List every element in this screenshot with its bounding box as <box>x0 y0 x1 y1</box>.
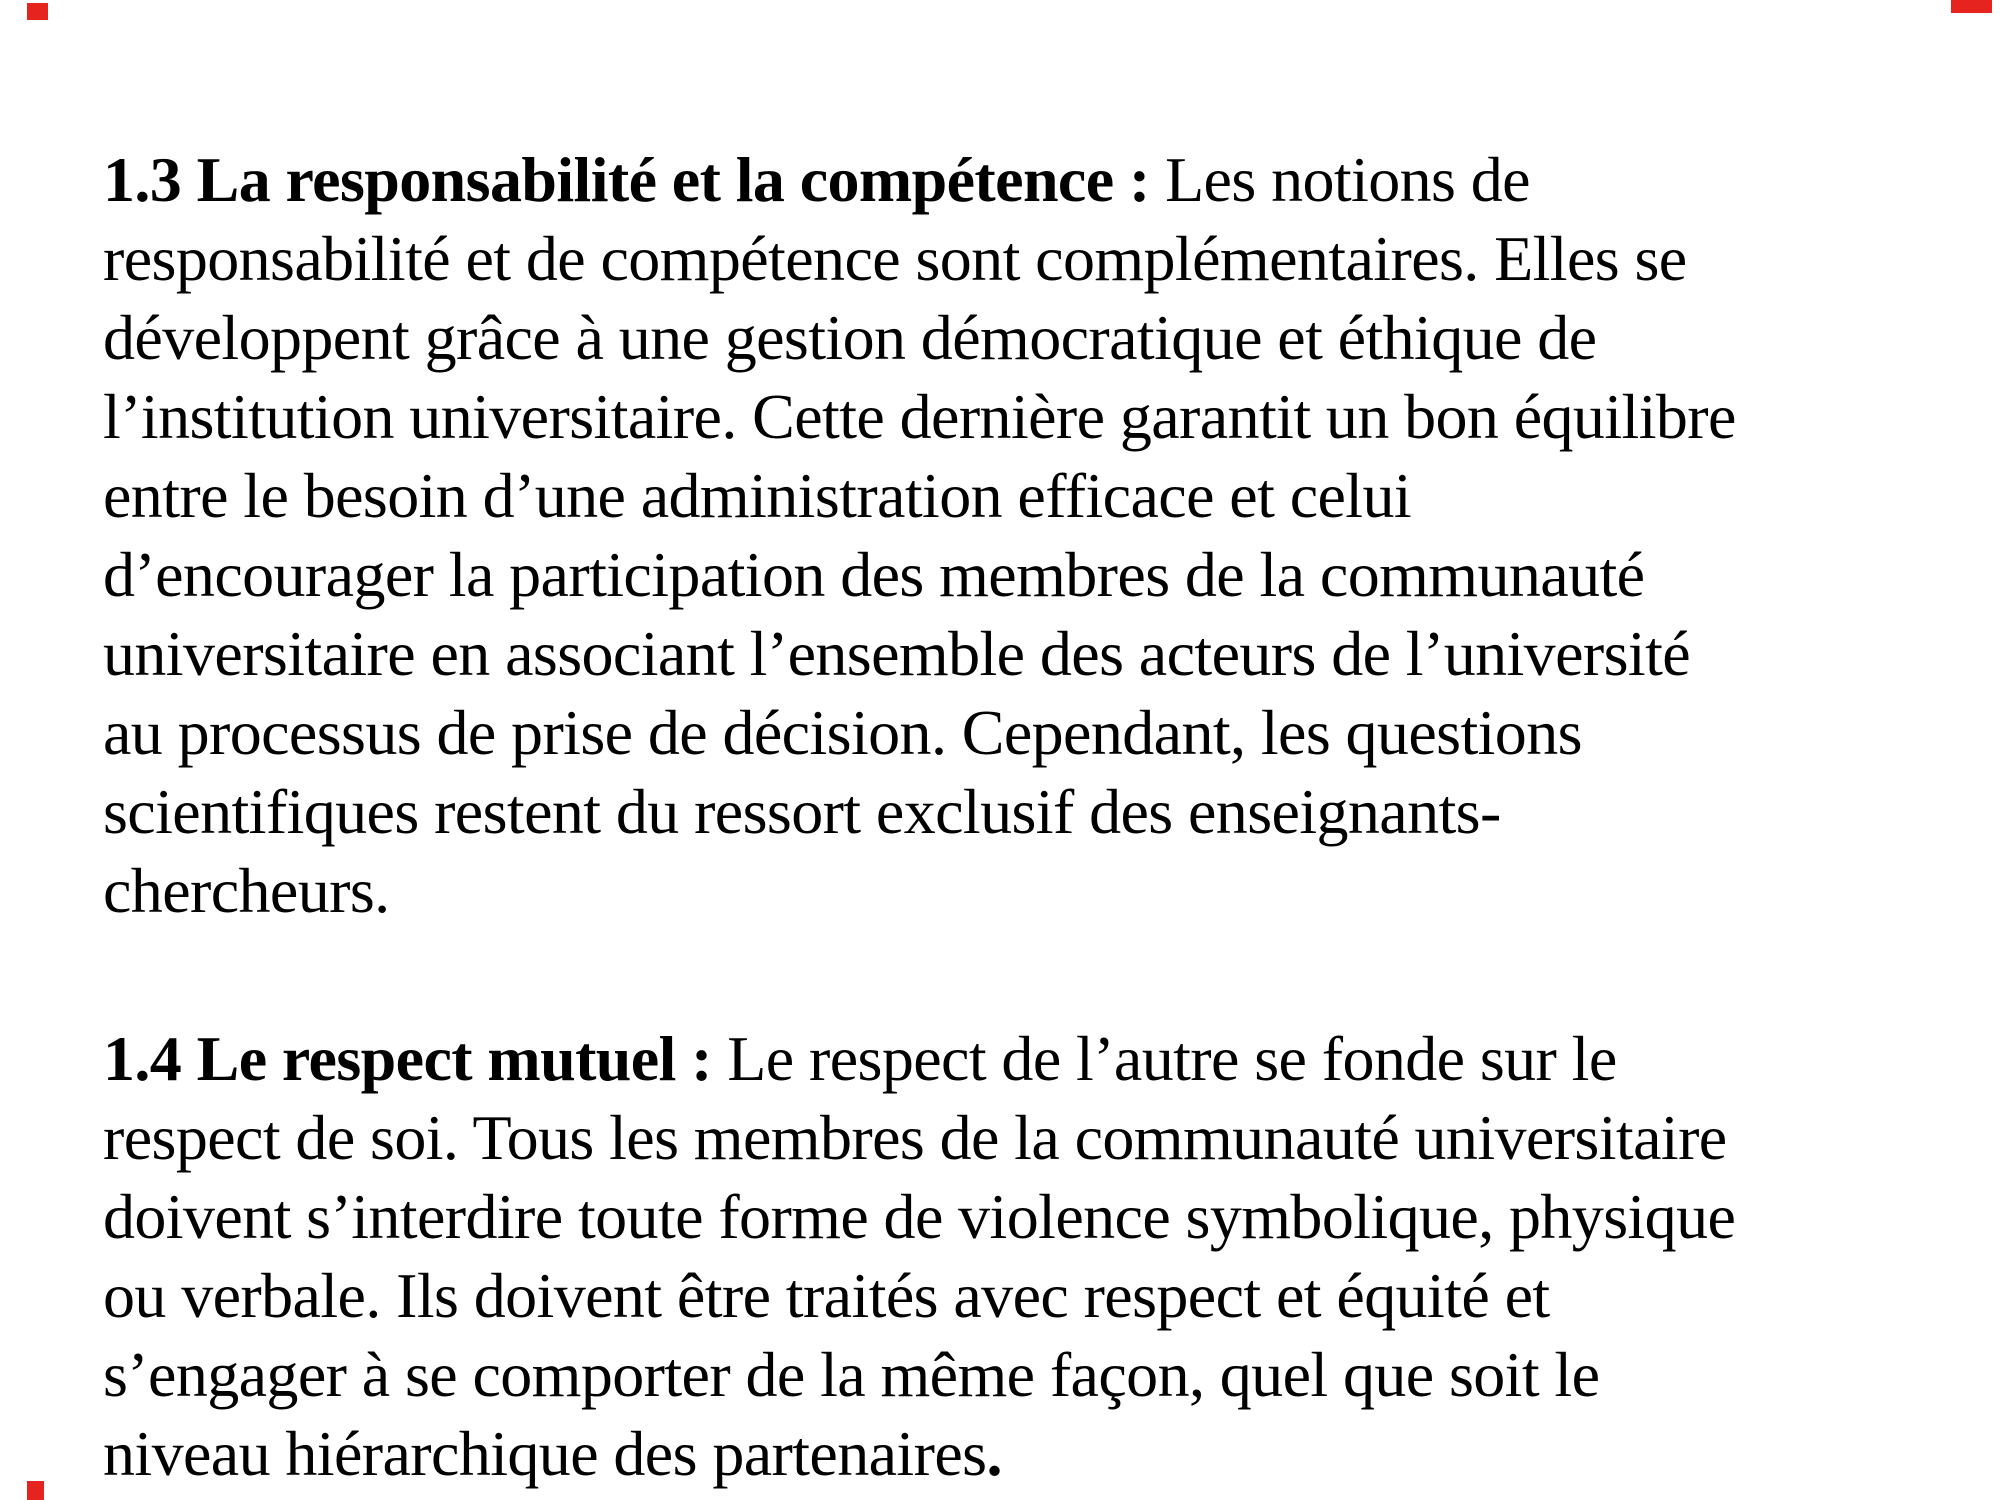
bold-suffix-run: . <box>986 1418 1002 1489</box>
body-text-run: niveau hiérarchique des partenaires <box>103 1418 987 1489</box>
text-line <box>103 219 1913 298</box>
body-text-run: d’encourager la participation des membres de la communauté <box>103 539 1645 610</box>
body-text-run: doivent s’interdire toute forme de violence symbolique, physique <box>103 1181 1736 1252</box>
text-line <box>103 1019 1913 1098</box>
text-line <box>103 1335 1913 1414</box>
text-line <box>103 1256 1913 1335</box>
body-text-run: Le respect de l’autre se fonde sur le <box>727 1023 1617 1094</box>
body-text-run: Les notions de <box>1165 144 1530 215</box>
body-text-run: développent grâce à une gestion démocratique et éthique de <box>103 302 1597 373</box>
body-text-run: scientifiques restent du ressort exclusif des enseignants- <box>103 776 1501 847</box>
body-text-run: responsabilité et de compétence sont complémentaires. Elles se <box>103 223 1687 294</box>
text-line <box>103 851 1913 930</box>
section-heading-run: 1.3 La responsabilité et la compétence : <box>103 144 1166 215</box>
text-line <box>103 1414 1913 1493</box>
text-line <box>103 614 1913 693</box>
text-line <box>103 1098 1913 1177</box>
text-line <box>103 456 1913 535</box>
paragraph-1.3 <box>103 140 1913 930</box>
body-text-run: ou verbale. Ils doivent être traités avec respect et équité et <box>103 1260 1550 1331</box>
body-text-run: entre le besoin d’une administration efficace et celui <box>103 460 1412 531</box>
body-text-run: respect de soi. Tous les membres de la communauté universitaire <box>103 1102 1727 1173</box>
red-corner-mark-top-right <box>1951 0 1992 13</box>
body-text-run: au processus de prise de décision. Cependant, les questions <box>103 697 1582 768</box>
body-text-run: universitaire en associant l’ensemble des acteurs de l’université <box>103 618 1691 689</box>
text-line <box>103 377 1913 456</box>
red-corner-mark-bottom-left <box>27 1481 44 1500</box>
body-text-run: chercheurs. <box>103 855 390 926</box>
text-line <box>103 772 1913 851</box>
body-text-run: l’institution universitaire. Cette dernière garantit un bon équilibre <box>103 381 1736 452</box>
paragraph-1.4 <box>103 1019 1913 1493</box>
text-line <box>103 140 1913 219</box>
text-line <box>103 1177 1913 1256</box>
section-heading-run: 1.4 Le respect mutuel : <box>103 1023 728 1094</box>
text-line <box>103 693 1913 772</box>
red-corner-mark-top-left <box>27 3 48 20</box>
text-block <box>103 140 1913 1493</box>
text-line <box>103 298 1913 377</box>
text-line <box>103 535 1913 614</box>
body-text-run: s’engager à se comporter de la même façon, quel que soit le <box>103 1339 1600 1410</box>
